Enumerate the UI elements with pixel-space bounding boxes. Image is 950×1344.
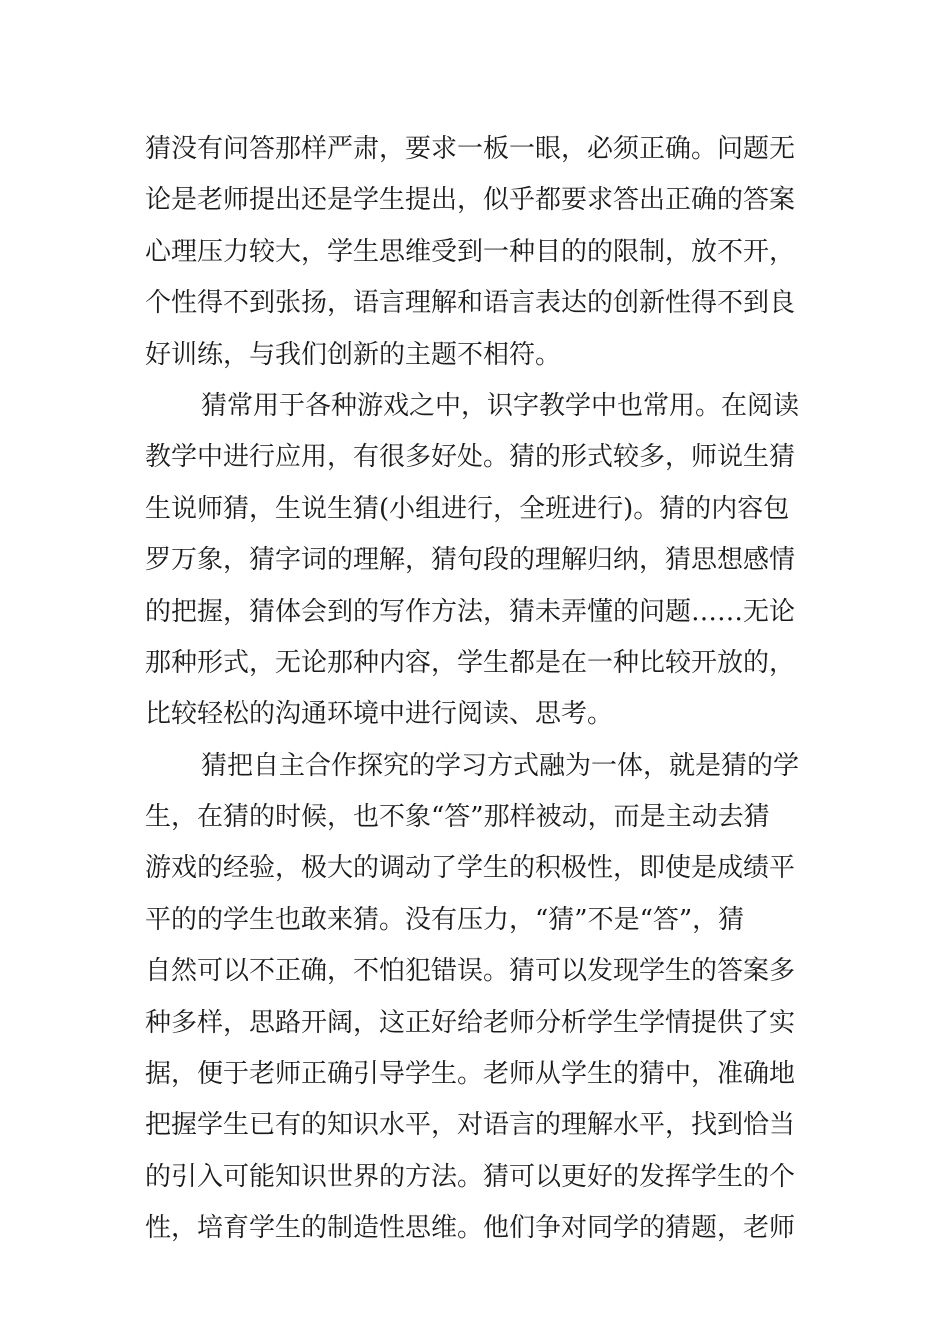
text-line: 心理压力较大，学生思维受到一种目的的限制，放不开， bbox=[145, 236, 796, 267]
text-line: 生，在猜的时候，也不象“答”那样被动，而是主动去猜 bbox=[145, 802, 770, 833]
body-text bbox=[145, 124, 810, 1255]
paragraph-3 bbox=[145, 741, 810, 1255]
paragraph-1 bbox=[145, 124, 810, 381]
text-line: 生说师猜，生说生猜(小组进行，全班进行)。猜的内容包 bbox=[145, 493, 790, 524]
text-line: 罗万象，猜字词的理解，猜句段的理解归纳，猜思想感情 bbox=[145, 545, 796, 576]
paragraph-2 bbox=[145, 381, 810, 741]
text-line: 的引入可能知识世界的方法。猜可以更好的发挥学生的个 bbox=[145, 1161, 796, 1192]
text-line: 教学中进行应用，有很多好处。猜的形式较多，师说生猜 bbox=[145, 442, 796, 473]
text-line: 个性得不到张扬，语言理解和语言表达的创新性得不到良 bbox=[145, 288, 796, 319]
text-line: 自然可以不正确，不怕犯错误。猜可以发现学生的答案多 bbox=[145, 956, 796, 987]
text-line: 猜把自主合作探究的学习方式融为一体，就是猜的学 bbox=[201, 750, 800, 781]
text-line: 比较轻松的沟通环境中进行阅读、思考。 bbox=[145, 699, 614, 730]
text-line: 把握学生已有的知识水平，对语言的理解水平，找到恰当 bbox=[145, 1110, 796, 1141]
text-line: 性，培育学生的制造性思维。他们争对同学的猜题，老师 bbox=[145, 1213, 796, 1244]
text-line: 那种形式，无论那种内容，学生都是在一种比较开放的， bbox=[145, 647, 796, 678]
text-line: 据，便于老师正确引导学生。老师从学生的猜中，准确地 bbox=[145, 1059, 796, 1090]
text-line: 好训练，与我们创新的主题不相符。 bbox=[145, 339, 562, 370]
text-line: 的把握，猜体会到的写作方法，猜未弄懂的问题……无论 bbox=[145, 596, 796, 627]
text-line: 猜没有问答那样严肃，要求一板一眼，必须正确。问题无 bbox=[145, 134, 796, 164]
text-line: 种多样，思路开阔，这正好给老师分析学生学情提供了实 bbox=[145, 1007, 796, 1038]
text-line: 游戏的经验，极大的调动了学生的积极性，即使是成绩平 bbox=[145, 853, 796, 884]
text-line: 猜常用于各种游戏之中，识字教学中也常用。在阅读 bbox=[201, 390, 800, 421]
text-line: 论是老师提出还是学生提出，似乎都要求答出正确的答案 bbox=[145, 185, 796, 216]
text-line: 平的的学生也敢来猜。没有压力，“猜”不是“答”，猜 bbox=[145, 904, 745, 935]
